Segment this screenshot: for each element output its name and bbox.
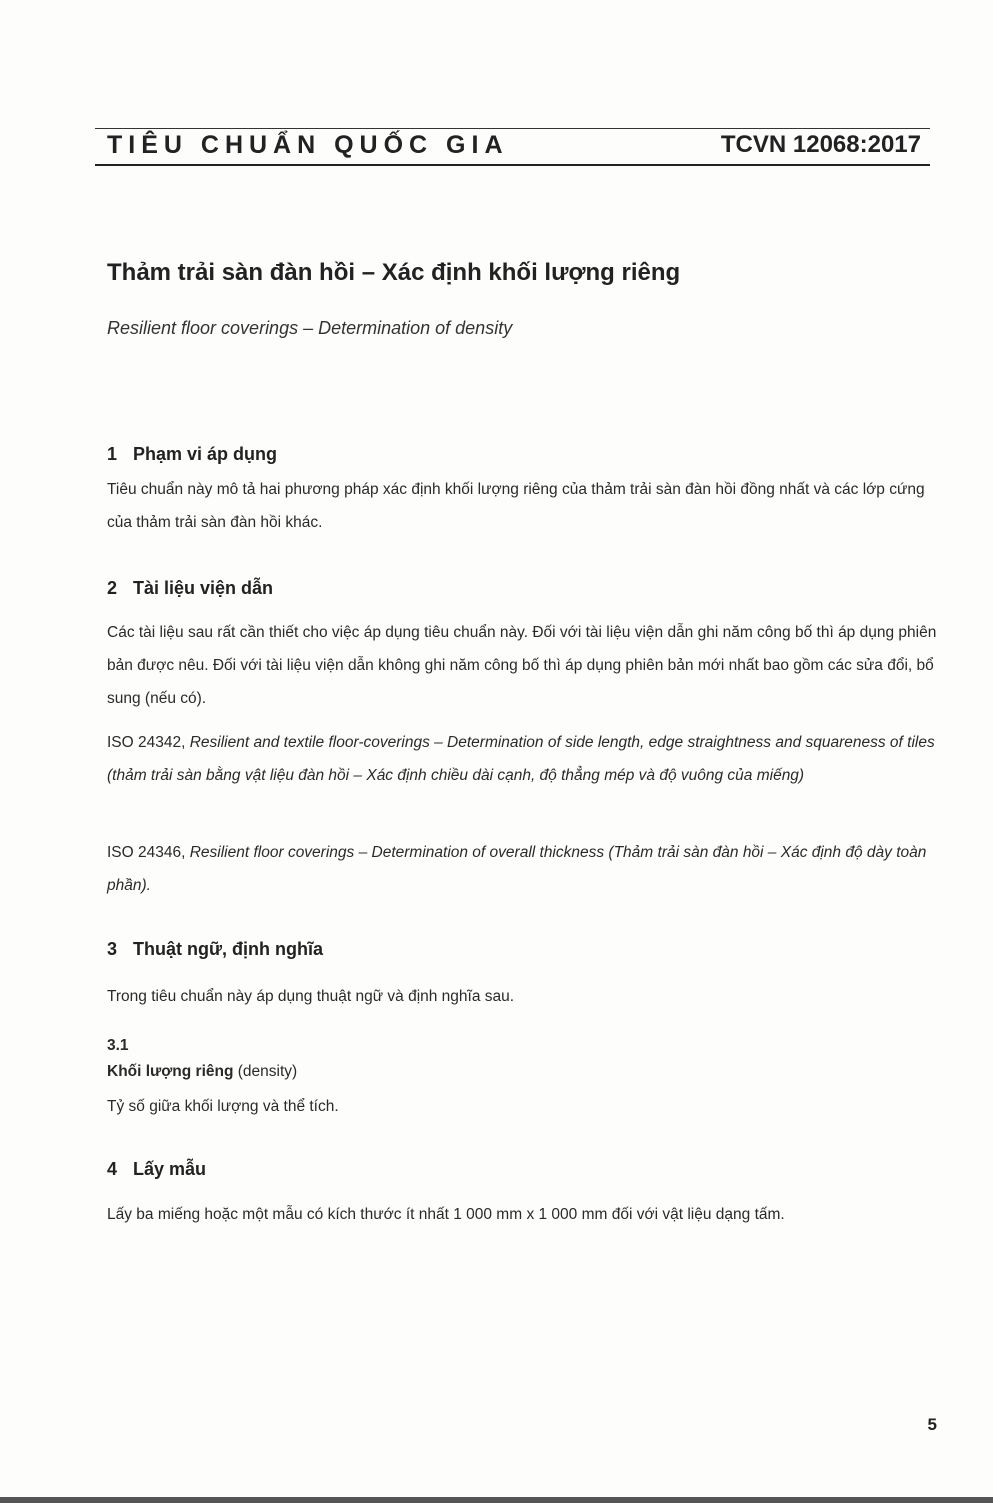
section-number: 1 xyxy=(107,444,118,464)
section-1-heading xyxy=(107,444,277,465)
section-4-text: Lấy ba miếng hoặc một mẫu có kích thước ít nhất 1 000 mm x 1 000 mm đối với vật liệu dạng tấm. xyxy=(107,1206,785,1223)
header-bottom-rule xyxy=(95,164,930,166)
section-number: 3 xyxy=(107,939,118,959)
section-number: 4 xyxy=(107,1159,118,1179)
section-2-heading xyxy=(107,578,273,599)
reference-title: Resilient floor coverings – Determination of overall thickness (Thảm trải sàn đàn hồi – Xác định độ dày toàn phần). xyxy=(107,844,927,894)
subsection-3-1-number: 3.1 xyxy=(107,1037,129,1054)
section-4-heading xyxy=(107,1159,206,1180)
section-1-text: Tiêu chuẩn này mô tả hai phương pháp xác định khối lượng riêng của thảm trải sàn đàn hồi đồng nhất và các lớp cứng của thảm trải sàn đàn hồi khác. xyxy=(107,481,925,531)
document-title-vietnamese: Thảm trải sàn đàn hồi – Xác định khối lượng riêng xyxy=(107,259,681,286)
header-top-rule xyxy=(95,128,930,129)
standard-code: TCVN 12068:2017 xyxy=(720,131,921,158)
document-title-english: Resilient floor coverings – Determination of density xyxy=(107,318,513,338)
section-title: Tài liệu viện dẫn xyxy=(133,578,274,598)
term-name: Khối lượng riêng xyxy=(107,1063,234,1080)
reference-iso-24346 xyxy=(107,836,937,902)
scan-bottom-edge xyxy=(0,1497,993,1503)
standard-type-heading: TIÊU CHUẨN QUỐC GIA xyxy=(107,131,509,159)
section-2-text: Các tài liệu sau rất cần thiết cho việc áp dụng tiêu chuẩn này. Đối với tài liệu viện dẫn ghi năm công bố thì áp dụng phiên bản được nêu. Đối với tài liệu viện dẫn không ghi năm công bố thì áp dụng phiên bản mới nhất bao gồm các sửa đổi, bổ sung (nếu có). xyxy=(107,624,937,707)
section-3-text: Trong tiêu chuẩn này áp dụng thuật ngữ và định nghĩa sau. xyxy=(107,988,515,1005)
section-title: Phạm vi áp dụng xyxy=(133,444,278,464)
reference-title: Resilient and textile floor-coverings – Determination of side length, edge straightness and squareness of tiles (thảm trải sàn bằng vật liệu đàn hồi – Xác định chiều dài cạnh, độ thẳng mép và độ vuông của miếng) xyxy=(107,734,935,784)
section-3-heading xyxy=(107,939,323,960)
reference-code: ISO 24342, xyxy=(107,734,186,751)
section-title: Lấy mẫu xyxy=(133,1159,207,1179)
page-number: 5 xyxy=(927,1415,937,1434)
reference-iso-24342 xyxy=(107,726,937,792)
section-number: 2 xyxy=(107,578,118,598)
term-definition-text: Tỷ số giữa khối lượng và thể tích. xyxy=(107,1098,339,1115)
term-english: (density) xyxy=(237,1063,298,1080)
term-definition-entry xyxy=(107,1058,937,1086)
section-title: Thuật ngữ, định nghĩa xyxy=(133,939,324,959)
reference-code: ISO 24346, xyxy=(107,844,186,861)
